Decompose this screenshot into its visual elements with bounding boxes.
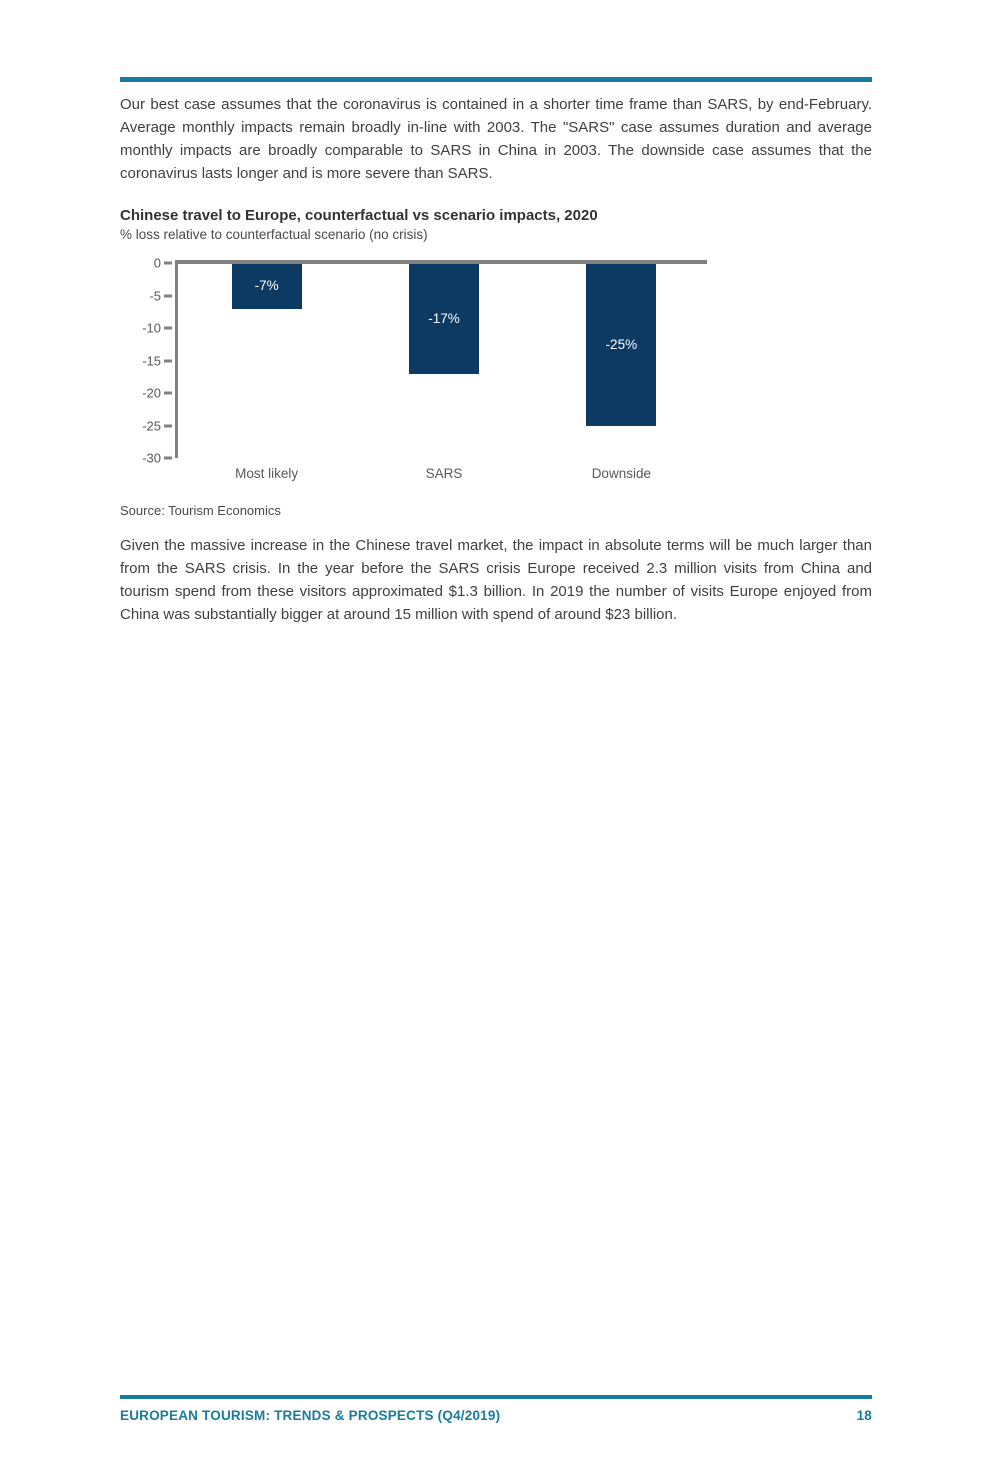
y-tick-label: 0 — [153, 255, 161, 271]
y-tick-mark — [164, 392, 172, 395]
page-number: 18 — [856, 1408, 872, 1423]
intro-paragraph: Our best case assumes that the coronavirus is contained in a shorter time frame than SARS, by end-February. Average monthly impacts remain broadly in-line with 2003. The "SARS" case assumes duration and average monthly impacts are broadly comparable to SARS in China in 2003. The downside case assumes that the coronavirus lasts longer and is more severe than SARS. — [120, 96, 872, 182]
bar-value-label: -25% — [605, 336, 638, 352]
y-tick-mark — [164, 424, 172, 427]
page-content — [120, 77, 872, 626]
y-tick-label: -20 — [142, 385, 161, 401]
x-category-label: SARS — [425, 466, 463, 481]
chart-y-axis — [120, 255, 175, 466]
y-tick-mark — [164, 327, 172, 330]
y-tick-label: -30 — [142, 450, 161, 466]
bar-sars — [409, 263, 479, 374]
bar-value-label: -7% — [254, 278, 279, 294]
footer-report-title: EUROPEAN TOURISM: TRENDS & PROSPECTS (Q4/2019) — [120, 1408, 501, 1423]
y-tick-label: -10 — [142, 320, 161, 336]
y-tick-mark — [164, 294, 172, 297]
bar-downside — [586, 263, 656, 426]
footer-row — [120, 1408, 872, 1423]
y-tick-mark — [164, 359, 172, 362]
footer-accent-rule — [120, 1395, 872, 1399]
y-tick-label: -25 — [142, 418, 161, 433]
page-footer — [120, 1395, 872, 1423]
source-note: Source: Tourism Economics — [120, 503, 281, 518]
chart-plot-area — [175, 263, 707, 458]
y-tick-label: -15 — [142, 353, 161, 368]
chart-x-axis-labels — [178, 466, 710, 484]
chart-subtitle: % loss relative to counterfactual scenario (no crisis) — [120, 227, 428, 242]
x-category-label: Most likely — [235, 466, 299, 481]
chart-title: Chinese travel to Europe, counterfactual vs scenario impacts, 2020 — [120, 207, 598, 224]
analysis-paragraph: Given the massive increase in the Chinese travel market, the impact in absolute terms will be much larger than from the SARS crisis. In the year before the SARS crisis Europe received 2.3 million visits from China and tourism spend from these visitors approximated $1.3 billion. In 2019 the number of visits Europe enjoyed from China was substantially bigger at around 15 million with spend of around $23 billion. — [120, 537, 872, 623]
bar-chart — [120, 255, 872, 487]
bar-most-likely — [232, 263, 302, 309]
bar-value-label: -17% — [428, 310, 460, 326]
y-tick-mark — [164, 457, 172, 460]
x-category-label: Downside — [591, 466, 651, 481]
y-tick-label: -5 — [149, 288, 161, 303]
top-accent-rule — [120, 77, 872, 82]
chart-zero-baseline — [175, 260, 707, 264]
y-tick-mark — [164, 262, 172, 265]
